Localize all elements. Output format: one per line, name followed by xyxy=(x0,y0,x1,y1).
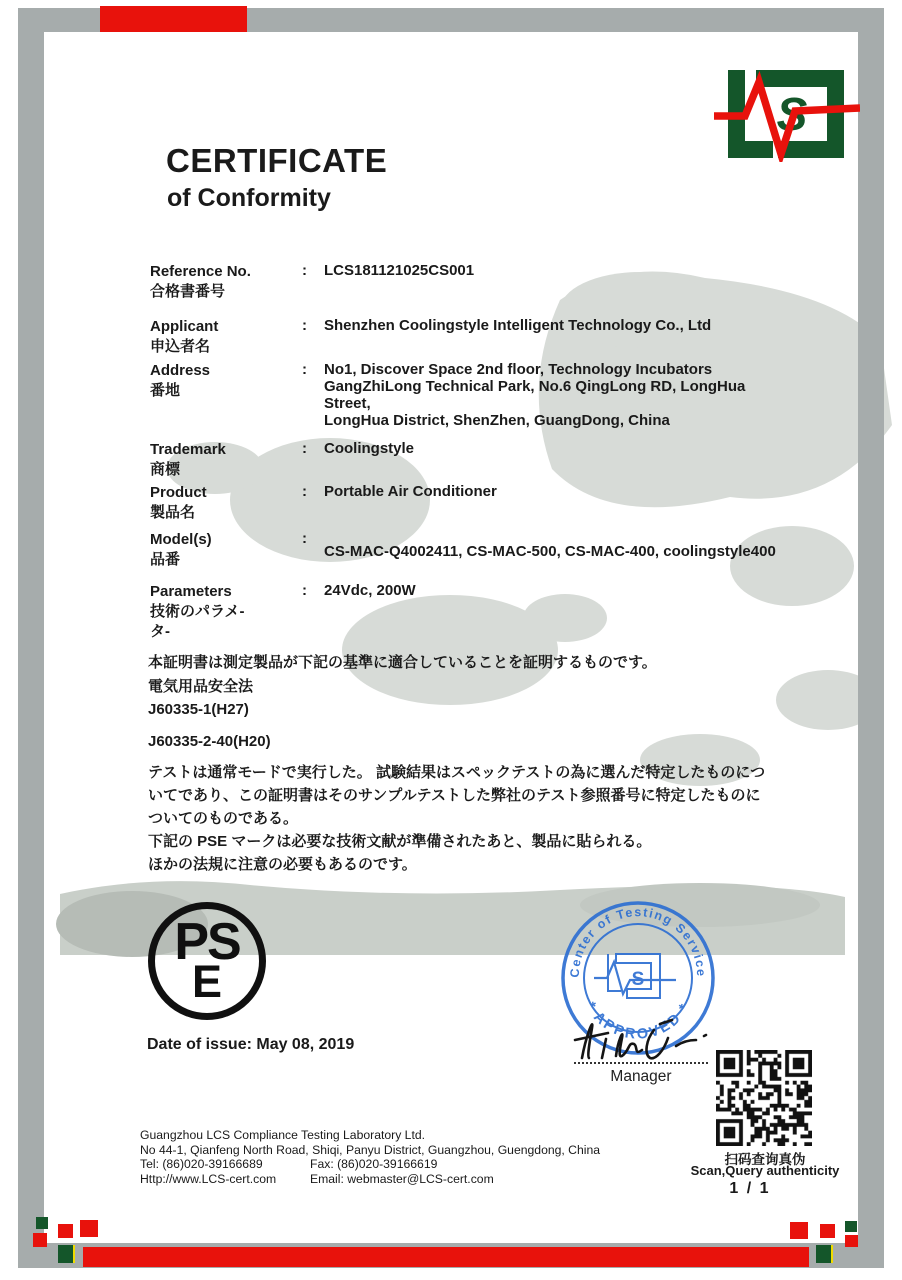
stamp-arc-top-text: Center of Testing Service xyxy=(567,905,709,978)
bottom-bar-right-green-square xyxy=(816,1245,833,1263)
bottom-bar-left-green-square xyxy=(58,1245,75,1263)
field-value: CS-MAC-Q4002411, CS-MAC-500, CS-MAC-400, coolingstyle400 xyxy=(324,543,776,560)
statement-other-note: ほかの法規に注意の必要もあるのです。 xyxy=(148,856,417,873)
footer-fax: Fax: (86)020-39166619 xyxy=(310,1157,438,1172)
field-label-en: Applicant xyxy=(150,318,219,335)
page-indicator: 1 / 1 xyxy=(729,1180,771,1197)
field-reference-no xyxy=(150,262,790,302)
field-applicant xyxy=(150,317,790,357)
svg-text:Center of Testing Service xyxy=(568,905,708,978)
field-label-jp: 番地 xyxy=(150,382,181,399)
signature-dotted-line xyxy=(574,1062,708,1064)
field-value-line: GangZhiLong Technical Park, No.6 QingLong RD, LongHua Street, xyxy=(324,378,746,412)
field-product xyxy=(150,483,790,523)
bottom-right-red-square-1 xyxy=(790,1222,808,1239)
field-label-jp: タ- xyxy=(150,623,170,640)
statement-paragraph: テストは通常モードで実行した。 試験結果はスペックテストの為に選んだ特定したものにつ xyxy=(148,764,766,781)
bottom-left-red-square-1 xyxy=(33,1233,47,1247)
field-label-jp: 製品名 xyxy=(150,504,196,521)
statement-standard-2: J60335-2-40(H20) xyxy=(148,733,271,750)
qr-code xyxy=(716,1050,812,1146)
bottom-left-red-square-3 xyxy=(80,1220,98,1237)
field-label-en: Model(s) xyxy=(150,531,212,548)
statement-paragraph: ついてのものである。 xyxy=(148,810,299,827)
footer-website: Http://www.LCS-cert.com xyxy=(140,1171,277,1186)
footer-address: No 44-1, Qianfeng North Road, Shiqi, Panyu District, Guangzhou, Guengdong, China xyxy=(140,1142,601,1157)
field-label-jp: 商標 xyxy=(150,461,181,478)
pse-mark xyxy=(148,902,266,1020)
field-label-jp: 技術のパラメ- xyxy=(150,603,245,620)
pse-mark-ps: PS xyxy=(174,913,240,971)
field-colon: : xyxy=(302,361,307,378)
date-of-issue: Date of issue: May 08, 2019 xyxy=(147,1036,355,1053)
field-colon: : xyxy=(302,582,307,599)
field-models xyxy=(150,530,790,570)
qr-caption-en: Scan,Query authenticity xyxy=(690,1163,840,1178)
field-colon: : xyxy=(302,317,307,334)
field-value: Coolingstyle xyxy=(324,440,415,457)
stamp-arc-bottom-text: * APPROVED * xyxy=(582,999,694,1043)
bottom-right-red-square-2 xyxy=(820,1224,835,1238)
field-value-line: No1, Discover Space 2nd floor, Technology Incubators xyxy=(324,361,713,378)
field-colon: : xyxy=(302,483,307,500)
field-colon: : xyxy=(302,262,307,279)
statement-intro: 本証明書は測定製品が下記の基準に適合していることを証明するものです。 xyxy=(148,654,657,671)
lcs-logo xyxy=(714,66,860,162)
field-label-en: Trademark xyxy=(150,441,226,458)
statement-standard-1: J60335-1(H27) xyxy=(148,701,249,718)
stamp-center-letter: S xyxy=(631,969,645,990)
field-value: 24Vdc, 200W xyxy=(324,582,416,599)
footer-company: Guangzhou LCS Compliance Testing Laboratory Ltd. xyxy=(140,1128,426,1142)
field-value: Shenzhen Coolingstyle Intelligent Technology Co., Ltd xyxy=(324,317,712,334)
field-label-en: Parameters xyxy=(150,583,232,600)
field-parameters xyxy=(150,582,790,642)
certificate-subtitle: of Conformity xyxy=(167,184,331,212)
field-label-jp: 申込者名 xyxy=(150,338,211,355)
field-label-en: Address xyxy=(150,362,211,379)
field-value-line: LongHua District, ShenZhen, GuangDong, China xyxy=(324,412,670,429)
manager-signature xyxy=(572,1006,722,1068)
pse-mark-e: E xyxy=(191,956,222,1007)
bottom-red-bar xyxy=(83,1247,809,1267)
statement-pse-note: 下記の PSE マークは必要な技術文献が準備されたあと、製品に貼られる。 xyxy=(148,833,652,850)
field-value: Portable Air Conditioner xyxy=(324,483,497,500)
lcs-logo-letter-s: S xyxy=(776,88,808,140)
footer-email: Email: webmaster@LCS-cert.com xyxy=(310,1171,494,1186)
field-colon: : xyxy=(302,440,307,457)
statement-block xyxy=(148,651,820,876)
field-label-en: Reference No. xyxy=(150,263,251,280)
field-label-jp: 品番 xyxy=(150,551,181,568)
top-red-accent xyxy=(100,6,247,32)
bottom-left-green-square xyxy=(36,1217,48,1229)
field-trademark xyxy=(150,440,790,480)
field-label-jp: 合格書番号 xyxy=(150,283,226,300)
statement-law: 電気用品安全法 xyxy=(148,678,254,695)
footer-tel: Tel: (86)020-39166689 xyxy=(140,1157,263,1172)
field-value: LCS181121025CS001 xyxy=(324,262,475,279)
manager-label: Manager xyxy=(610,1068,672,1085)
bottom-left-red-square-2 xyxy=(58,1224,73,1238)
bottom-right-green-square xyxy=(845,1221,857,1232)
statement-paragraph: いてであり、この証明書はそのサンプルテストした弊社のテスト参照番号に特定したものに xyxy=(148,787,761,804)
field-address xyxy=(150,361,790,429)
footer-block xyxy=(140,1128,620,1186)
qr-caption-cn: 扫码查询真伪 xyxy=(724,1152,806,1167)
bottom-right-red-square-3 xyxy=(845,1235,858,1247)
field-label-en: Product xyxy=(150,484,207,501)
certificate-title: CERTIFICATE xyxy=(166,142,388,179)
field-colon: : xyxy=(302,530,307,547)
